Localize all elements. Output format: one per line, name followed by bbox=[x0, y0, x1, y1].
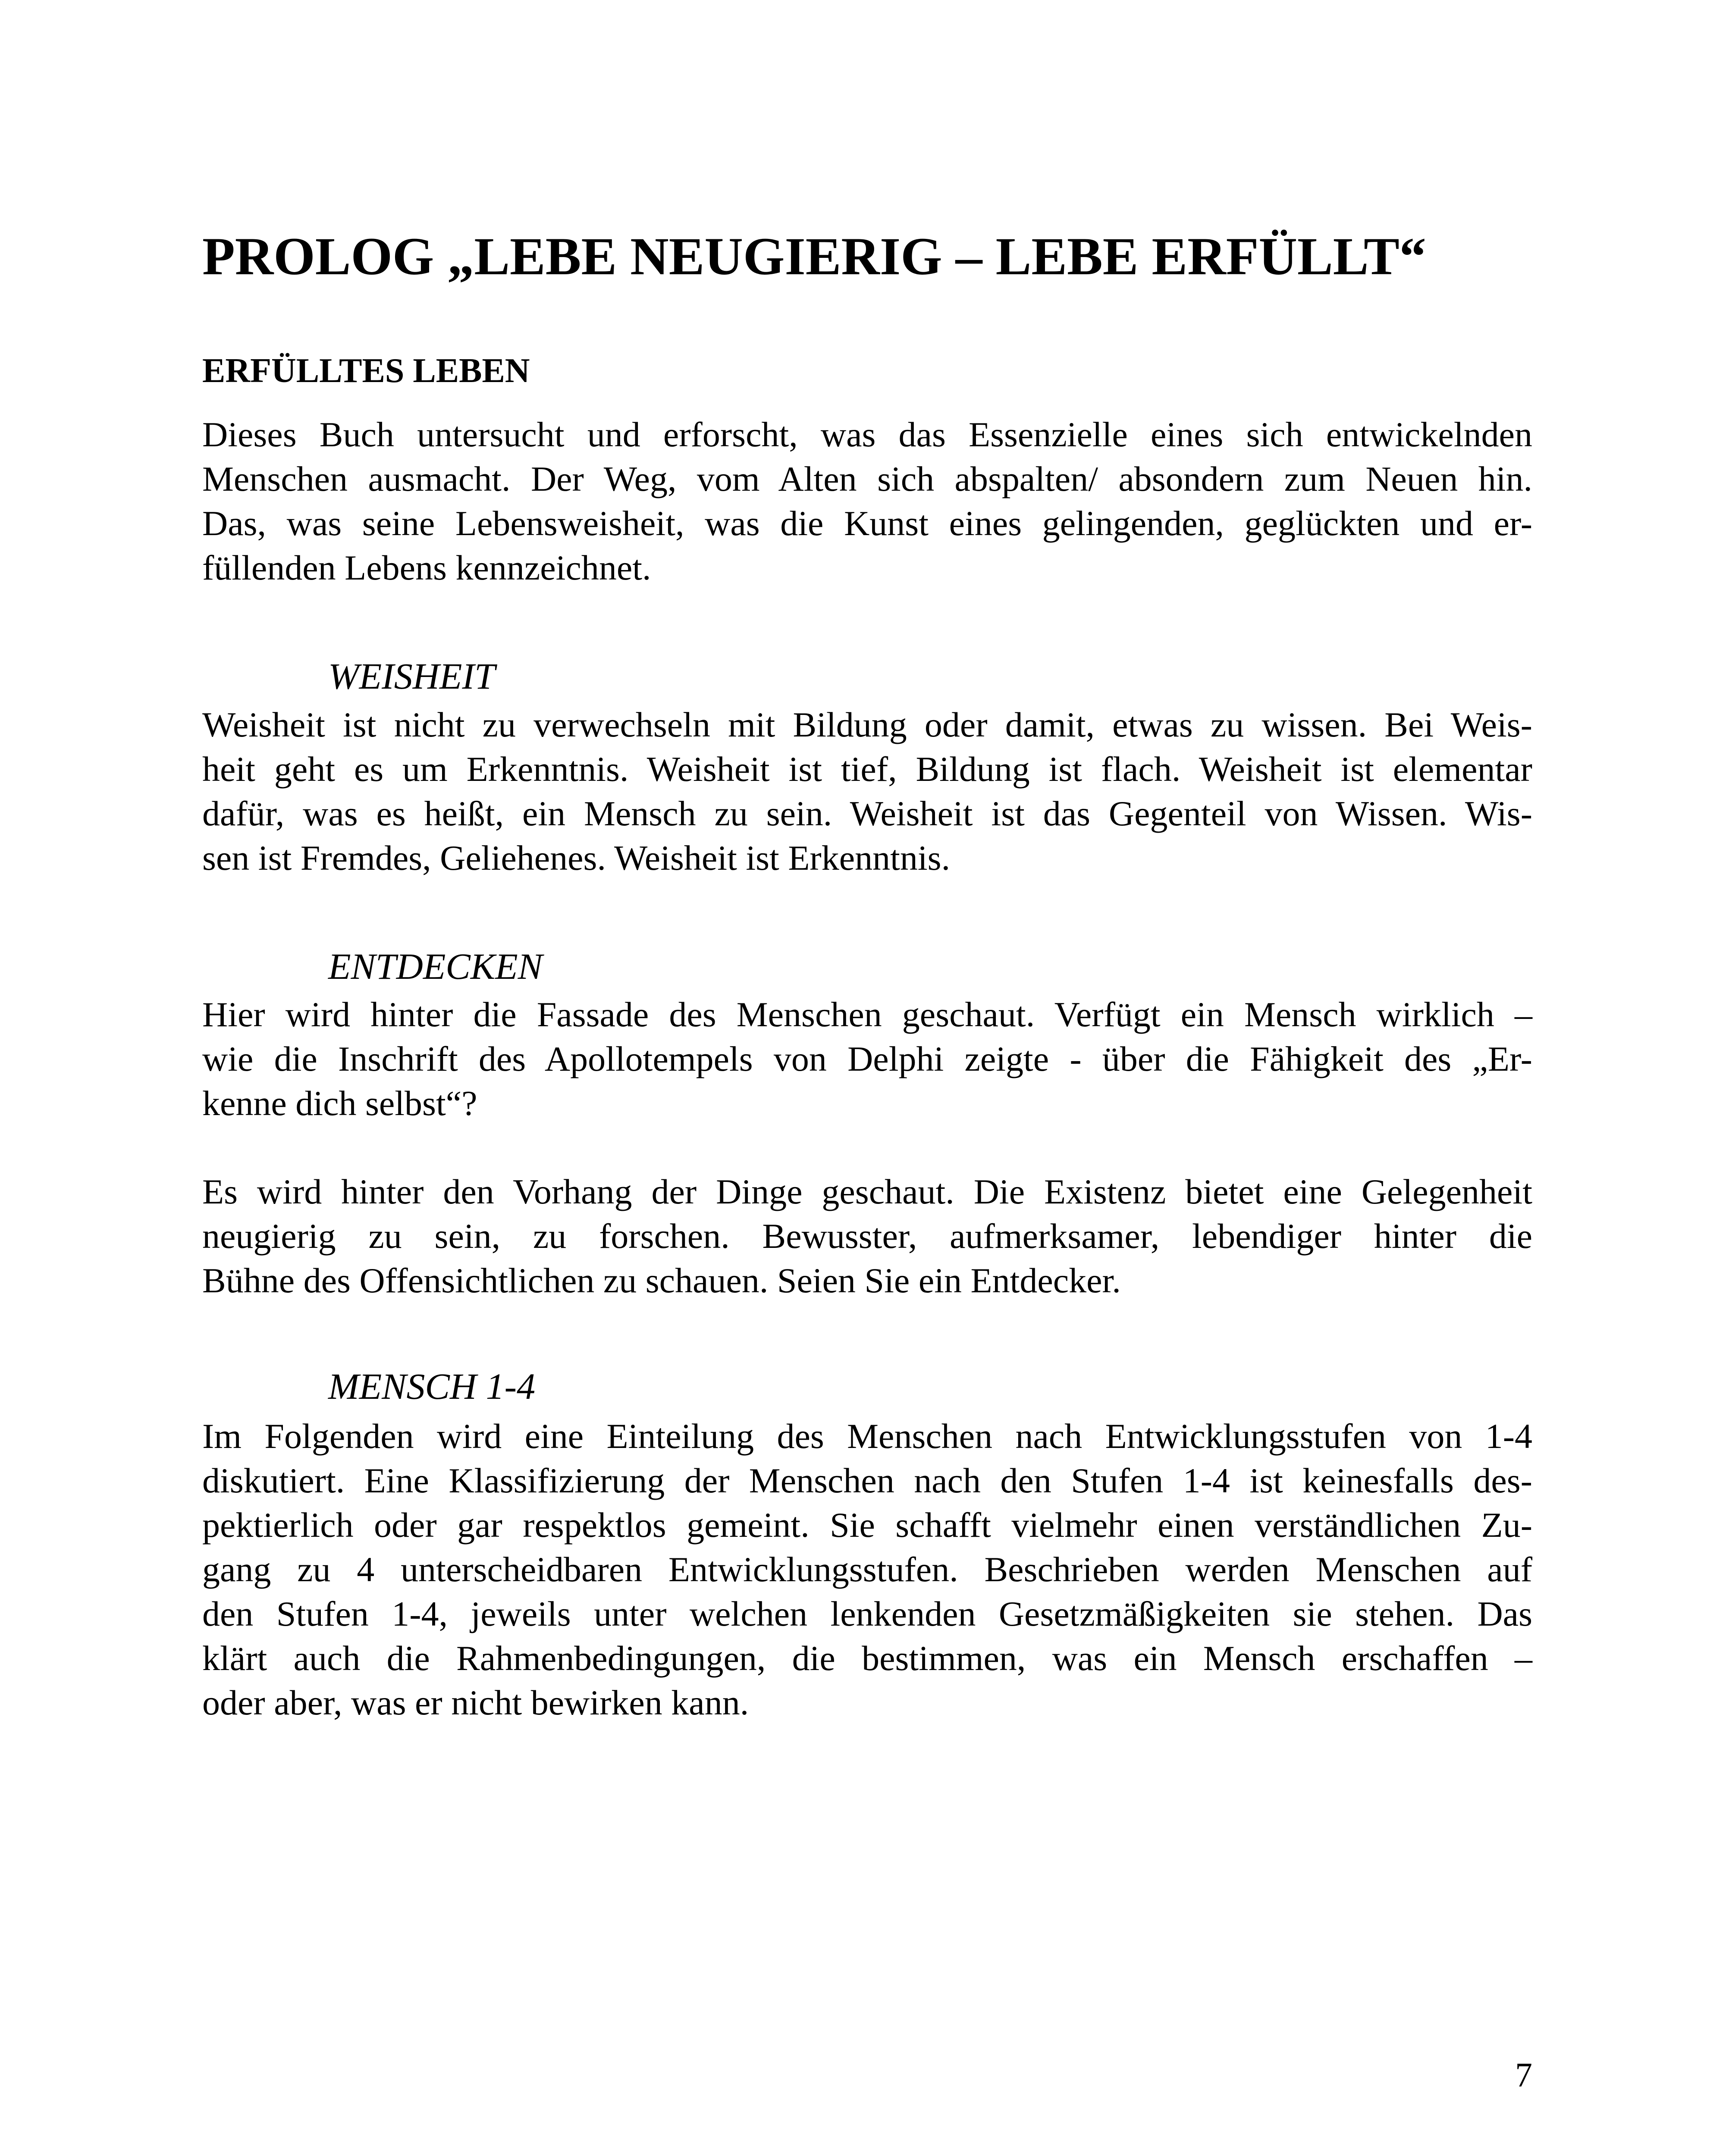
text-line: diskutiert. Eine Klassifizierung der Menschen nach den Stufen 1-4 ist keinesfalls des- bbox=[202, 1461, 1532, 1500]
text-line: Das, was seine Lebensweisheit, was die Kunst eines gelingenden, geglückten und er- bbox=[202, 504, 1532, 543]
text-line: Menschen ausmacht. Der Weg, vom Alten sich abspalten/ absondern zum Neuen hin. bbox=[202, 459, 1532, 498]
text-line: klärt auch die Rahmenbedingungen, die bestimmen, was ein Mensch erschaffen – bbox=[202, 1639, 1532, 1678]
text-line: wie die Inschrift des Apollotempels von Delphi zeigte - über die Fähigkeit des „Er- bbox=[202, 1039, 1532, 1078]
text-line: sen ist Fremdes, Geliehenes. Weisheit ist Erkenntnis. bbox=[202, 838, 951, 877]
text-line: Hier wird hinter die Fassade des Menschen geschaut. Verfügt ein Mensch wirklich – bbox=[202, 995, 1532, 1034]
text-line: heit geht es um Erkenntnis. Weisheit ist tief, Bildung ist flach. Weisheit ist elementar bbox=[202, 749, 1532, 789]
text-line: pektierlich oder gar respektlos gemeint. Sie schafft vielmehr einen verständlichen Zu- bbox=[202, 1505, 1532, 1545]
text-line: füllenden Lebens kennzeichnet. bbox=[202, 548, 651, 587]
text-line: Es wird hinter den Vorhang der Dinge geschaut. Die Existenz bietet eine Gelegenheit bbox=[202, 1172, 1532, 1211]
heading-mensch: MENSCH 1-4 bbox=[328, 1366, 536, 1407]
paragraph-entdecken bbox=[202, 992, 1532, 1125]
section-title: ERFÜLLTES LEBEN bbox=[202, 352, 530, 390]
text-line: Bühne des Offensichtlichen zu schauen. Seien Sie ein Entdecker. bbox=[202, 1261, 1121, 1300]
text-line: dafür, was es heißt, ein Mensch zu sein. Weisheit ist das Gegenteil von Wissen. Wis- bbox=[202, 794, 1532, 833]
paragraph-intro bbox=[202, 412, 1532, 590]
heading-weisheit: WEISHEIT bbox=[328, 655, 495, 697]
heading-entdecken: ENTDECKEN bbox=[328, 946, 543, 987]
paragraph-weisheit bbox=[202, 702, 1532, 880]
text-line: kenne dich selbst“? bbox=[202, 1084, 477, 1123]
text-line: neugierig zu sein, zu forschen. Bewusster, aufmerksamer, lebendiger hinter die bbox=[202, 1216, 1532, 1256]
text-line: oder aber, was er nicht bewirken kann. bbox=[202, 1683, 749, 1722]
paragraph-vorhang bbox=[202, 1169, 1532, 1303]
chapter-title: PROLOG „LEBE NEUGIERIG – LEBE ERFÜLLT“ bbox=[202, 227, 1426, 286]
text-line: gang zu 4 unterscheidbaren Entwicklungsstufen. Beschrieben werden Menschen auf bbox=[202, 1550, 1532, 1589]
text-line: Weisheit ist nicht zu verwechseln mit Bildung oder damit, etwas zu wissen. Bei Weis- bbox=[202, 705, 1532, 744]
text-line: den Stufen 1-4, jeweils unter welchen lenkenden Gesetzmäßigkeiten sie stehen. Das bbox=[202, 1594, 1532, 1633]
text-line: Im Folgenden wird eine Einteilung des Menschen nach Entwicklungsstufen von 1-4 bbox=[202, 1416, 1532, 1456]
page-number: 7 bbox=[1515, 2056, 1532, 2094]
text-line: Dieses Buch untersucht und erforscht, was das Essenzielle eines sich entwickelnden bbox=[202, 415, 1532, 454]
paragraph-mensch bbox=[202, 1414, 1532, 1725]
